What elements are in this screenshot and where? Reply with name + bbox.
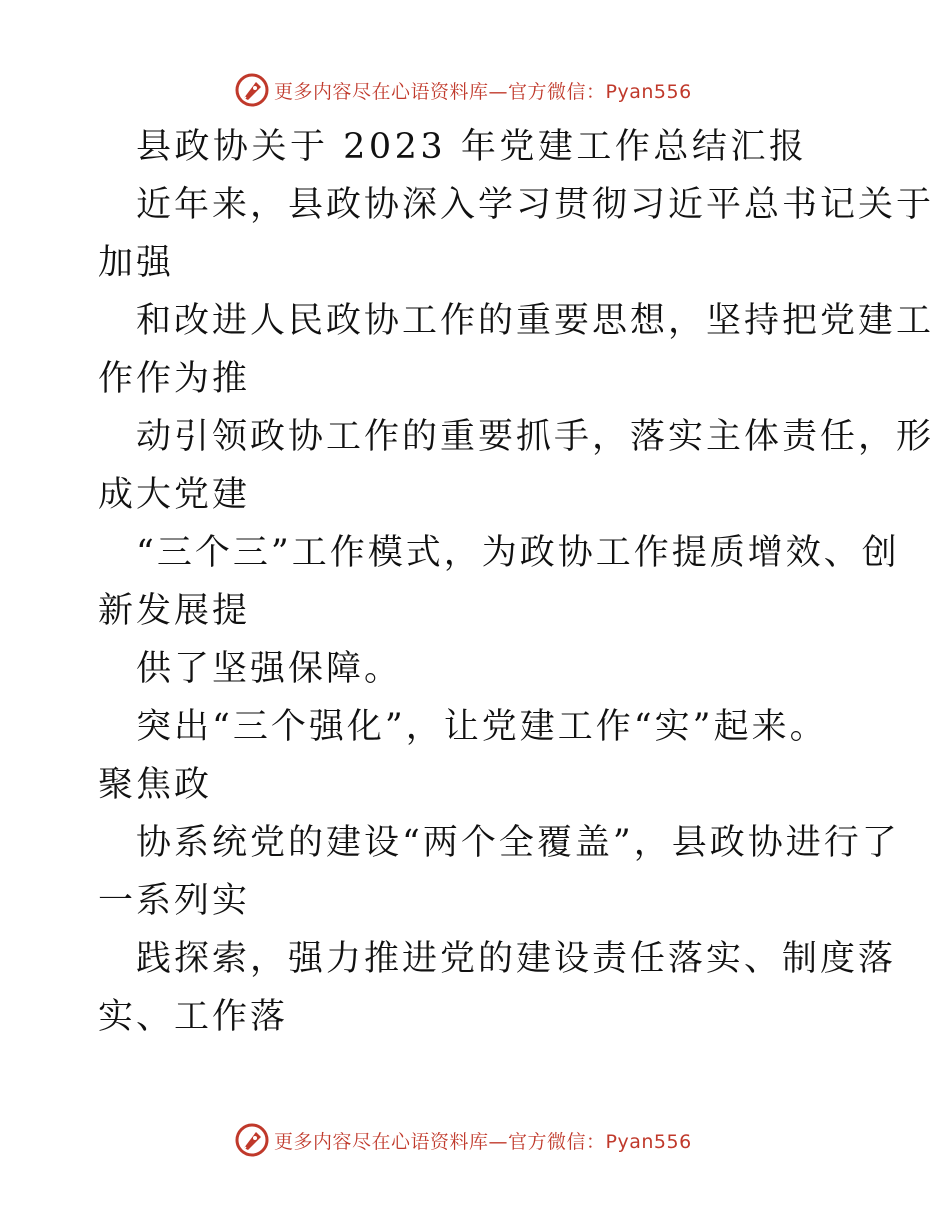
paragraph-line: 践探索，强力推进党的建设责任落实、制度落: [136, 939, 897, 979]
watermark-text: 更多内容尽在心语资料库—官方微信：Pyan556: [274, 1130, 692, 1153]
paragraph-line: 新发展提: [98, 591, 251, 631]
paragraph-line: 作作为推: [98, 359, 251, 399]
header-watermark: [234, 70, 692, 110]
footer-watermark: [234, 1120, 692, 1160]
document-title: 县政协关于 2023 年党建工作总结汇报: [136, 127, 808, 167]
paragraph-line: 近年来，县政协深入学习贯彻习近平总书记关于: [136, 185, 935, 225]
paragraph-line: 聚焦政: [98, 765, 213, 805]
paragraph-line: 一系列实: [98, 881, 251, 921]
document-body: [98, 118, 935, 1046]
paragraph-line: 协系统党的建设“两个全覆盖”，县政协进行了: [136, 823, 900, 863]
paragraph-line: 和改进人民政协工作的重要思想，坚持把党建工: [136, 301, 935, 341]
paragraph-line: “三个三”工作模式，为政协工作提质增效、创: [136, 533, 900, 573]
pen-nib-circle-icon: [234, 1122, 270, 1158]
paragraph-line: 成大党建: [98, 475, 251, 515]
paragraph-line: 加强: [98, 243, 175, 283]
paragraph-line: 实、工作落: [98, 997, 289, 1037]
pen-nib-circle-icon: [234, 72, 270, 108]
paragraph-line: 突出“三个强化”，让党建工作“实”起来。: [136, 707, 828, 747]
watermark-text: 更多内容尽在心语资料库—官方微信：Pyan556: [274, 80, 692, 103]
paragraph-line: 供了坚强保障。: [136, 649, 403, 689]
paragraph-line: 动引领政协工作的重要抓手，落实主体责任，形: [136, 417, 935, 457]
